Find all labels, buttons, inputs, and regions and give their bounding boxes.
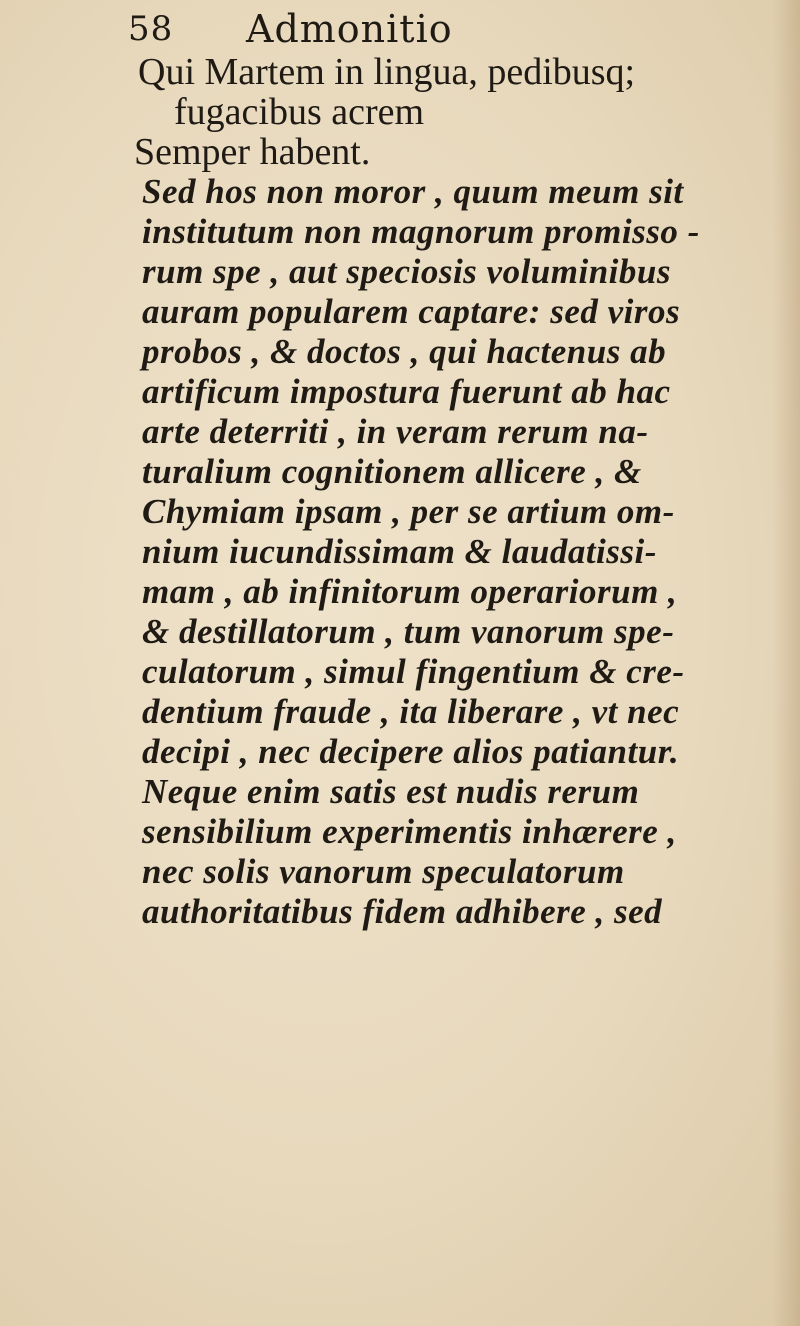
prose-line: authoritatibus fidem adhibere , sed [142, 892, 663, 931]
prose-line: mam , ab infinitorum operariorum , [142, 572, 678, 611]
prose-line: rum spe , aut speciosis voluminibus [142, 252, 671, 291]
prose-line: Chymiam ipsam , per se artium om- [142, 492, 675, 531]
prose-line: arte deterriti , in veram rerum na- [142, 412, 649, 451]
prose-line: turalium cognitionem allicere , & [142, 452, 642, 491]
prose-line: artificum impostura fuerunt ab hac [142, 372, 671, 411]
prose-line: decipi , nec decipere alios patiantur. [142, 732, 680, 771]
page-number: 58 [128, 9, 174, 49]
running-head: Admonitio [246, 7, 453, 51]
text-block [134, 51, 782, 932]
prose-line: institutum non magnorum promisso - [142, 212, 700, 251]
prose-line: auram popularem captare: sed viros [142, 292, 681, 331]
verse-line: Qui Martem in lingua, pedibusq; [138, 51, 636, 93]
prose-line: nec solis vanorum speculatorum [142, 852, 625, 891]
page-header [128, 4, 728, 54]
verse-line: fugacibus acrem [174, 91, 425, 133]
verse-line: Semper habent. [134, 131, 371, 173]
prose-line: nium iucundissimam & laudatissi- [142, 532, 657, 571]
prose-line: & destillatorum , tum vanorum spe- [142, 612, 675, 651]
prose-line: Sed hos non moror , quum meum sit [142, 172, 684, 211]
prose-line: sensibilium experimentis inhærere , [142, 812, 677, 851]
prose-line: Neque enim satis est nudis rerum [142, 772, 640, 811]
prose-line: culatorum , simul fingentium & cre- [142, 652, 685, 691]
prose-line: probos , & doctos , qui hactenus ab [142, 332, 667, 371]
prose-line: dentium fraude , ita liberare , vt nec [142, 692, 680, 731]
